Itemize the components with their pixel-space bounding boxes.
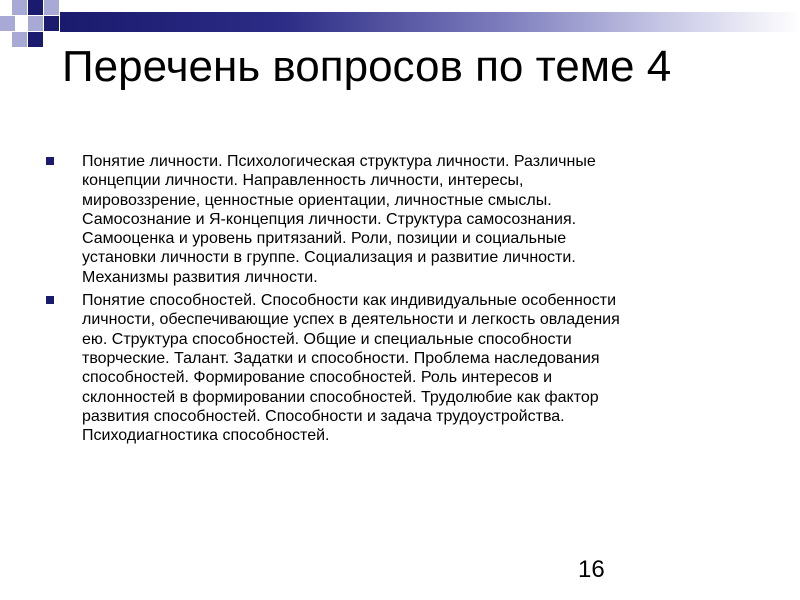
slide-title: Перечень вопросов по теме 4 (62, 42, 672, 91)
bullet-item (46, 152, 766, 287)
bullet-line: Самооценка и уровень притязаний. Роли, позиции и социальные (82, 230, 567, 248)
decor-square-light (12, 32, 27, 47)
bullet-line: Понятие способностей. Способности как индивидуальные особенности (82, 292, 617, 310)
bullet-item (46, 291, 766, 445)
bullet-list (46, 152, 766, 449)
bullet-line: способностей. Формирование способностей. Роль интересов и (82, 369, 553, 387)
bullet-line: Механизмы развития личности. (82, 268, 318, 286)
decor-square-light (28, 16, 43, 31)
bullet-line: концепции личности. Направленность личности, интересы, (82, 172, 524, 190)
square-bullet-icon (46, 296, 54, 304)
bullet-line: мировоззрение, ценностные ориентации, личностные смыслы. (82, 191, 552, 209)
bullet-line: Самосознание и Я-концепция личности. Структура самосознания. (82, 210, 577, 228)
decor-square-dark (28, 32, 43, 47)
bullet-line: Понятие личности. Психологическая структура личности. Различные (82, 153, 596, 170)
bullet-line: ею. Структура способностей. Общие и специальные способности (82, 330, 572, 348)
bullet-line: склонностей в формировании способностей. Трудолюбие как фактор (82, 388, 599, 406)
bullet-line: Психодиагностика способностей. (82, 427, 330, 445)
decor-square-dark (44, 16, 59, 31)
bullet-line: творческие. Талант. Задатки и способности. Проблема наследования (82, 349, 600, 367)
decor-square-light (44, 0, 59, 15)
decor-square-light (12, 0, 27, 15)
bullet-line: установки личности в группе. Социализация и развитие личности. (82, 249, 576, 267)
bullet-line: развития способностей. Способности и задача трудоустройства. (82, 407, 565, 425)
bullet-line: личности, обеспечивающие успех в деятельности и легкость овладения (82, 311, 620, 329)
decor-square-dark (28, 0, 43, 15)
decor-square-light (0, 16, 15, 31)
header-gradient-band (60, 12, 800, 32)
square-bullet-icon (46, 157, 54, 165)
page-number: 16 (578, 556, 605, 583)
